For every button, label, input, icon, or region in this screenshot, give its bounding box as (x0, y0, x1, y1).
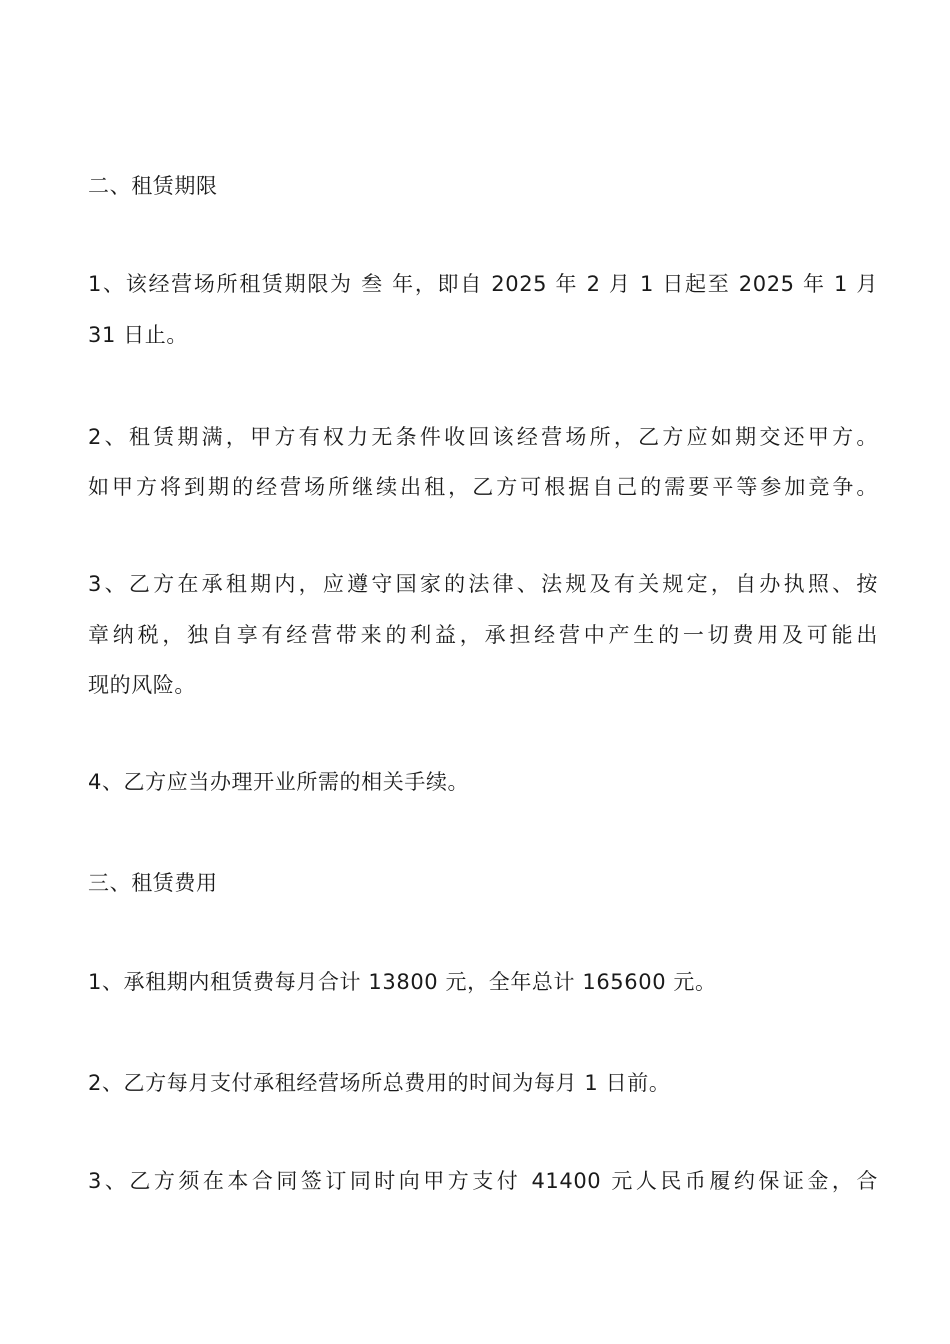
lease-term-item-3-line-2: 章纳税，独自享有经营带来的利益，承担经营中产生的一切费用及可能出 (88, 623, 878, 647)
lease-term-item-3-line-3: 现的风险。 (88, 673, 196, 697)
lease-term-item-1-line-2: 31 日止。 (88, 323, 188, 347)
lease-fee-item-1: 1、承租期内租赁费每月合计 13800 元，全年总计 165600 元。 (88, 970, 717, 994)
lease-term-item-4: 4、乙方应当办理开业所需的相关手续。 (88, 770, 470, 794)
lease-fee-item-3-line-1: 3、乙方须在本合同签订同时向甲方支付 41400 元人民币履约保证金，合 (88, 1169, 878, 1193)
lease-term-item-2-line-1: 2、租赁期满，甲方有权力无条件收回该经营场所，乙方应如期交还甲方。 (88, 425, 878, 449)
lease-term-item-1-line-1: 1、该经营场所租赁期限为 叁 年，即自 2025 年 2 月 1 日起至 2025 年 1 月 (88, 272, 878, 296)
section-heading-lease-term: 二、租赁期限 (88, 174, 218, 198)
lease-term-item-2-line-2: 如甲方将到期的经营场所继续出租，乙方可根据自己的需要平等参加竞争。 (88, 475, 878, 499)
lease-fee-item-2: 2、乙方每月支付承租经营场所总费用的时间为每月 1 日前。 (88, 1071, 671, 1095)
section-heading-lease-fee: 三、租赁费用 (88, 871, 218, 895)
lease-term-item-3-line-1: 3、乙方在承租期内，应遵守国家的法律、法规及有关规定，自办执照、按 (88, 572, 878, 596)
